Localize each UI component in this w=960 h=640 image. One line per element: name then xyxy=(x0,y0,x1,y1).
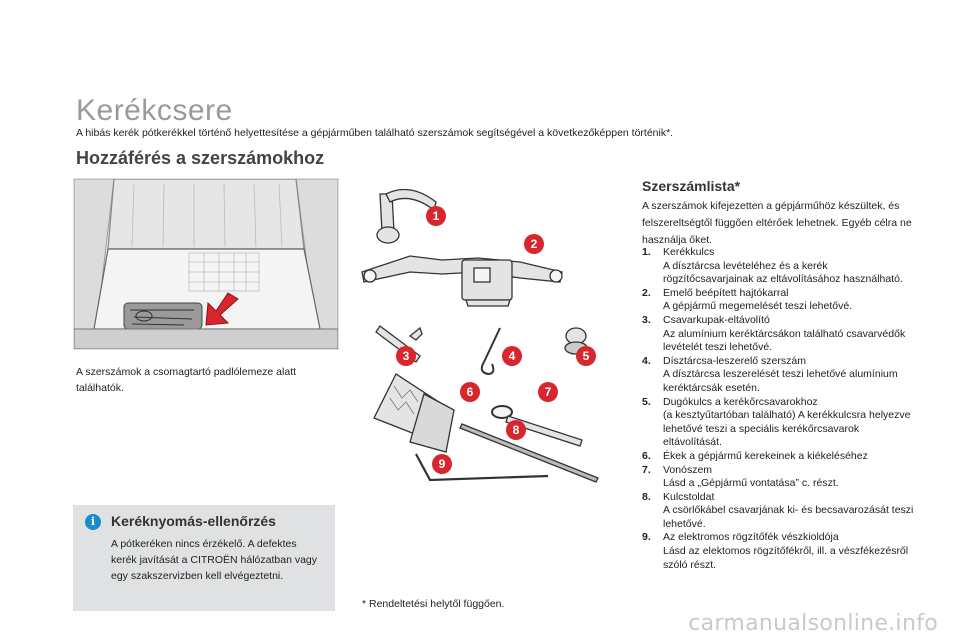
badge-5 xyxy=(576,346,596,366)
tool-desc: A dísztárcsa leszerelését teszi lehetővé alumínium keréktárcsák esetén. xyxy=(663,368,898,394)
svg-text:3: 3 xyxy=(402,349,410,363)
intro-text: A hibás kerék pótkerékkel történő helyettesítése a gépjárműben található szerszámok segítségével a következőképpen történik*. xyxy=(76,127,674,139)
info-box-title: Keréknyomás-ellenőrzés xyxy=(111,513,276,529)
badge-1 xyxy=(426,206,446,226)
list-item: 4. Dísztárcsa-leszerelő szerszám A dísztárcsa leszerelését teszi lehetővé alumínium keréktárcsák esetén. xyxy=(642,354,898,394)
tool-name: Ékek a gépjármű kerekeinek a kiékeléséhez xyxy=(663,449,868,462)
svg-text:4: 4 xyxy=(508,349,516,363)
list-item: 5. Dugókulcs a kerékőrcsavarokhoz (a kesztyűtartóban található) A kerékkulcsra helyezve lehetővé teszi a speciális kerékőrcsavarok eltávolítását. xyxy=(642,395,911,449)
badge-3 xyxy=(396,346,416,366)
tool-desc: A gépjármű megemelését teszi lehetővé. xyxy=(663,300,853,313)
list-item: 8. Kulcstoldat A csörlőkábel csavarjának ki- és becsavarozását teszi lehetővé. xyxy=(642,490,914,530)
tool-list-intro: A szerszámok kifejezetten a gépjárműhöz készültek, és felszereltségtől függően eltérőek lehetnek. Egyéb célra ne használja őket. xyxy=(642,200,912,246)
tool-desc: Az alumínium keréktárcsákon található csavarvédők levételét teszi lehetővé. xyxy=(663,327,906,354)
tool-name: Dugókulcs a kerékőrcsavarokhoz xyxy=(663,395,818,408)
footnote: * Rendeltetési helytől függően. xyxy=(362,598,505,610)
tool-desc: A csörlőkábel csavarjának ki- és becsavarozását teszi lehetővé. xyxy=(663,504,914,530)
tool-desc: Lásd az elektomos rögzítőfékről, ill. a vészfékezésről szóló részt. xyxy=(663,545,909,571)
photo-caption: A szerszámok a csomagtartó padlólemeze alatt találhatók. xyxy=(76,366,297,394)
badge-7 xyxy=(538,382,558,402)
watermark-text: carmanualsonline.info xyxy=(688,611,938,636)
tools-illustration xyxy=(350,178,620,498)
svg-text:2: 2 xyxy=(530,237,538,251)
svg-text:9: 9 xyxy=(438,457,446,471)
tool-name: Az elektromos rögzítőfék vészkioldója xyxy=(663,531,839,544)
list-item: 7. Vonószem Lásd a „Gépjármű vontatása” c. részt. xyxy=(642,463,839,490)
badge-4 xyxy=(502,346,522,366)
svg-text:8: 8 xyxy=(512,423,520,437)
tool-name: Csavarkupak-eltávolító xyxy=(663,313,770,326)
svg-text:5: 5 xyxy=(582,349,590,363)
section-title: Hozzáférés a szerszámokhoz xyxy=(76,148,325,168)
badge-8 xyxy=(506,420,526,440)
trunk-photo xyxy=(73,178,339,350)
list-item: 9. Az elektromos rögzítőfék vészkioldója Lásd az elektomos rögzítőfékről, ill. a vészfékezésről szóló részt. xyxy=(642,531,909,571)
svg-text:7: 7 xyxy=(544,385,552,399)
page-title: Kerékcsere xyxy=(76,94,233,127)
badge-2 xyxy=(524,234,544,254)
tool-name: Vonószem xyxy=(663,463,713,476)
svg-text:6: 6 xyxy=(466,385,474,399)
tool-desc: (a kesztyűtartóban található) A kerékkulcsra helyezve lehetővé teszi a speciális kerékőrcsavarok eltávolítását. xyxy=(663,409,911,449)
info-icon: i xyxy=(85,514,101,530)
badge-9 xyxy=(432,454,452,474)
info-box xyxy=(73,505,335,611)
tool-name: Emelő beépített hajtókarral xyxy=(663,286,789,299)
tool-list xyxy=(642,246,917,572)
info-box-text: A pótkeréken nincs érzékelő. A defektes kerék javítását a CITROËN hálózatban vagy egy szakszervizben kell elvégeztetni. xyxy=(111,538,318,582)
tool-desc: Lásd a „Gépjármű vontatása” c. részt. xyxy=(663,477,839,490)
tool-list-title: Szerszámlista* xyxy=(642,178,741,194)
tool-desc: A dísztárcsa levételéhez és a kerék rögzítőcsavarjainak az eltávolításához használható. xyxy=(663,259,903,286)
badge-6 xyxy=(460,382,480,402)
list-item: 2. Emelő beépített hajtókarral A gépjármű megemelését teszi lehetővé. xyxy=(642,286,853,313)
tool-name: Kulcstoldat xyxy=(663,490,715,503)
list-item: 3. Csavarkupak-eltávolító Az alumínium keréktárcsákon található csavarvédők levételét teszi lehetővé. xyxy=(642,313,906,354)
tool-name: Dísztárcsa-leszerelő szerszám xyxy=(663,354,806,367)
list-item: 1. Kerékkulcs A dísztárcsa levételéhez és a kerék rögzítőcsavarjainak az eltávolításához használható. xyxy=(642,246,903,286)
svg-text:1: 1 xyxy=(432,209,440,223)
tool-name: Kerékkulcs xyxy=(663,246,715,258)
list-item: 6. Ékek a gépjármű kerekeinek a kiékeléséhez xyxy=(642,449,868,462)
